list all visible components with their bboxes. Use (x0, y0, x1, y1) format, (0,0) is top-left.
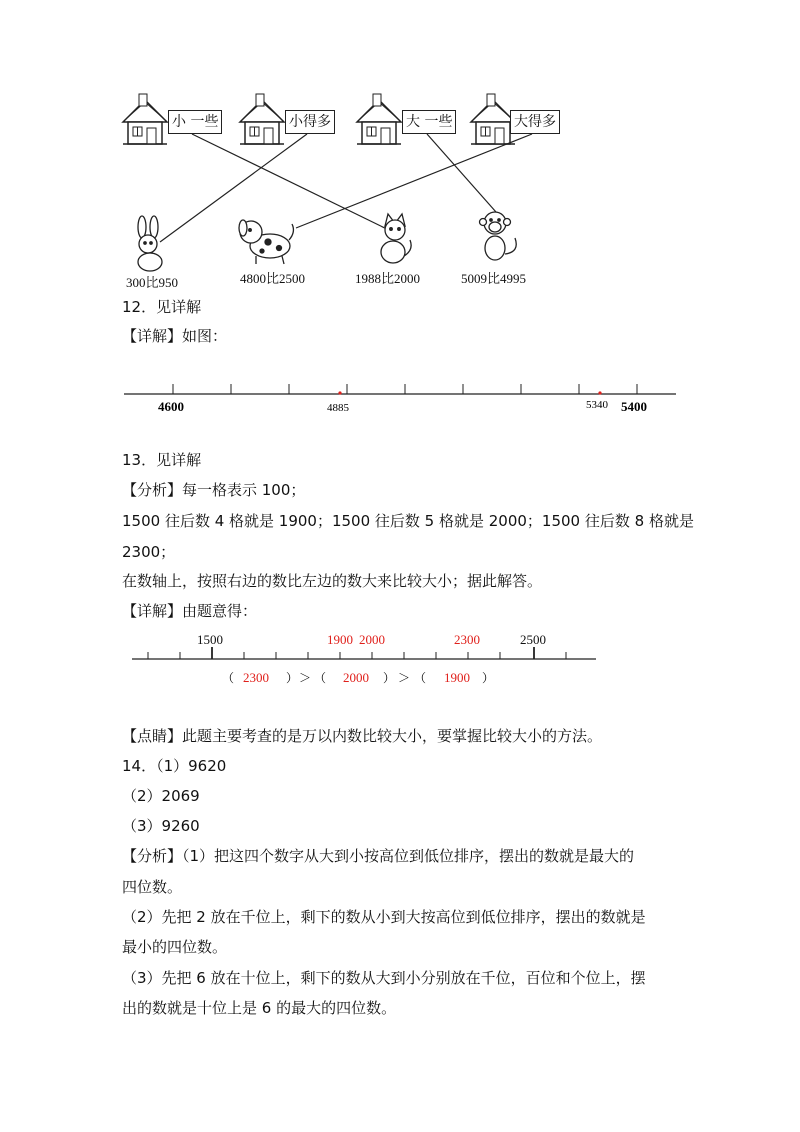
q12-label-5340: 5340 (586, 399, 608, 411)
q13-number-line (0, 628, 800, 693)
q13-label-1500: 1500 (197, 632, 223, 647)
house-label-slightly-larger: 大 一些 (402, 110, 456, 134)
q13-label-2500: 2500 (520, 632, 546, 647)
q14-heading: 14．（1）9620 (122, 757, 227, 775)
q12-number-line (0, 370, 800, 420)
match-line (192, 134, 393, 232)
house-icon (123, 94, 167, 144)
match-line (160, 134, 307, 242)
q13-close-paren: ） (383, 671, 396, 685)
q13-close-paren: ） (482, 671, 495, 685)
q13-analysis-4: 在数轴上，按照右边的数比左边的数大来比较大小；据此解答。 (122, 572, 543, 590)
q13-label-2000: 2000 (359, 632, 385, 647)
q12-label-4600: 4600 (158, 399, 184, 414)
q13-answer-1900: 1900 (444, 670, 470, 685)
q12-label-5400: 5400 (621, 399, 647, 414)
q13-gt-sign: ＞ (398, 671, 411, 685)
dog-icon (239, 220, 293, 264)
q13-answer-2300: 2300 (243, 670, 269, 685)
q14-analysis-2b: 最小的四位数。 (122, 938, 228, 956)
q14-analysis-3b: 出的数就是十位上是 6 的最大的四位数。 (122, 999, 397, 1017)
q13-answer-2000: 2000 (343, 670, 369, 685)
q14-answer-2: （2）2069 (122, 787, 200, 805)
house-label-much-smaller: 小得多 (285, 110, 335, 134)
q13-gt-sign: ＞ (299, 671, 312, 685)
q14-analysis-1b: 四位数。 (122, 878, 183, 896)
q13-comment: 【点睛】此题主要考查的是万以内数比较大小，要掌握比较大小的方法。 (122, 727, 603, 745)
q13-analysis-1: 【分析】每一格表示 100； (122, 481, 306, 499)
q13-open-paren: （ (314, 671, 327, 685)
q13-detail: 【详解】由题意得： (122, 602, 258, 620)
q13-heading: 13．见详解 (122, 451, 202, 469)
q13-open-paren: （ (222, 671, 235, 685)
q13-label-2300: 2300 (454, 632, 480, 647)
monkey-icon (480, 212, 517, 260)
q12-mark-5340 (598, 391, 601, 394)
q13-analysis-2: 1500 往后数 4 格就是 1900；1500 往后数 5 格就是 2000；1500 往后数 8 格就是 (122, 512, 694, 530)
q12-mark-4885 (338, 391, 341, 394)
q13-open-paren: （ (414, 671, 427, 685)
match-line (427, 134, 496, 212)
house-icon (471, 94, 515, 144)
cat-icon (381, 214, 411, 263)
rabbit-label: 300比950 (126, 275, 179, 290)
cat-label: 1988比2000 (355, 271, 421, 286)
q12-label-4885: 4885 (327, 402, 349, 414)
q13-label-1900: 1900 (327, 632, 353, 647)
q14-answer-3: （3）9260 (122, 817, 200, 835)
house-label-much-larger: 大得多 (510, 110, 560, 134)
q14-analysis-1a: 【分析】（1）把这四个数字从大到小按高位到低位排序，摆出的数就是最大的 (122, 847, 635, 865)
house-label-slightly-smaller: 小 一些 (168, 110, 222, 134)
q13-close-paren: ） (286, 671, 299, 685)
rabbit-icon (138, 216, 162, 271)
house-icon (240, 94, 284, 144)
monkey-label: 5009比4995 (461, 271, 527, 286)
house-icon (357, 94, 401, 144)
q14-analysis-3a: （3）先把 6 放在十位上，剩下的数从大到小分别放在千位，百位和个位上，摆 (122, 969, 646, 987)
q13-analysis-3: 2300； (122, 543, 176, 561)
q12-heading: 12．见详解 (122, 298, 202, 316)
matching-figure (0, 0, 800, 300)
dog-label: 4800比2500 (240, 271, 306, 286)
q12-detail: 【详解】如图： (122, 327, 228, 345)
q14-analysis-2a: （2）先把 2 放在千位上，剩下的数从小到大按高位到低位排序，摆出的数就是 (122, 908, 646, 926)
